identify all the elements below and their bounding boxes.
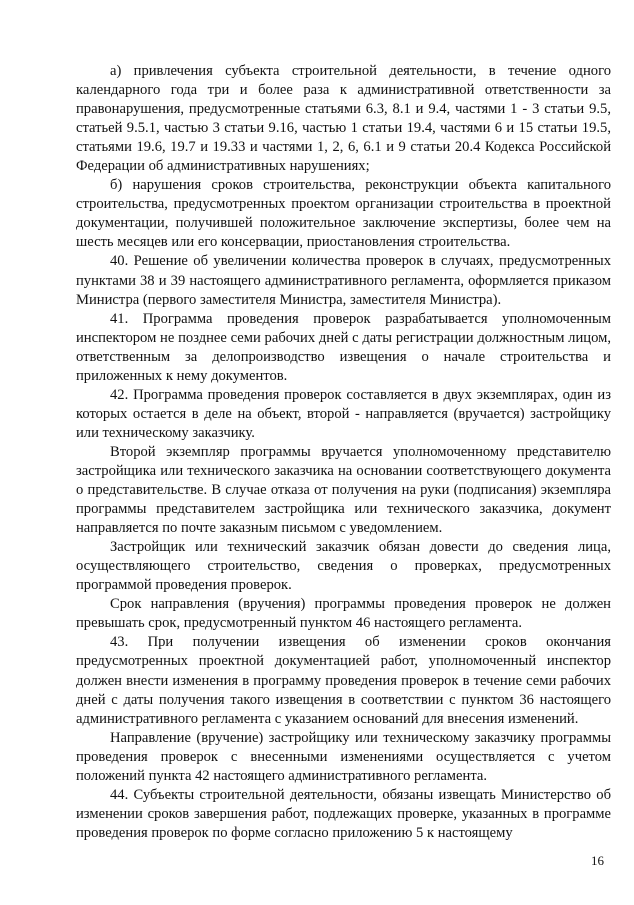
document-page (76, 62, 611, 843)
paragraph-42-second-copy: Второй экземпляр программы вручается уполномоченному представителю застройщика или технического заказчика на основании соответствующего документа о представительстве. В случае отказа от получения на руки (подписания) экземпляра программы представителем застройщика или технического заказчика, документ направляется по почте заказным письмом с уведомлением. (76, 443, 611, 537)
paragraph-b: б) нарушения сроков строительства, реконструкции объекта капитального строительства, предусмотренных проектом организации строительства в проектной документации, получившей положительное заключение экспертизы, более чем на шесть месяцев или его консервации, приостановления строительства. (76, 177, 611, 251)
paragraph-41: 41. Программа проведения проверок разрабатывается уполномоченным инспектором не позднее семи рабочих дней с даты регистрации должностным лицом, ответственным за делопроизводство извещения о начале строительства и приложенных к нему документов. (76, 310, 611, 384)
paragraph-40: 40. Решение об увеличении количества проверок в случаях, предусмотренных пунктами 38 и 39 настоящего административного регламента, оформляется приказом Министра (первого заместителя Министра, заместителя Министра). (76, 253, 611, 308)
paragraph-42-term: Срок направления (вручения) программы проведения проверок не должен превышать срок, предусмотренный пунктом 46 настоящего регламента. (76, 596, 611, 632)
paragraph-44: 44. Субъекты строительной деятельности, обязаны извещать Министерство об изменении сроков завершения работ, подлежащих проверке, указанных в программе проведения проверок по форме согласно приложению 5 к настоящему (76, 786, 611, 841)
paragraph-42-developer-duty: Застройщик или технический заказчик обязан довести до сведения лица, осуществляющего строительство, сведения о проверках, предусмотренных программой проведения проверок. (76, 539, 611, 594)
paragraph-42: 42. Программа проведения проверок составляется в двух экземплярах, один из которых остается в деле на объект, второй - направляется (вручается) застройщику или техническому заказчику. (76, 386, 611, 441)
paragraph-a: а) привлечения субъекта строительной деятельности, в течение одного календарного года три и более раза к административной ответственности за правонарушения, предусмотренные статьями 6.3, 8.1 и 9.4, частями 1 - 3 статьи 9.5, статьей 9.5.1, частью 3 статьи 9.16, частью 1 статьи 19.4, частями 6 и 15 статьи 19.5, статьями 19.6, 19.7 и 19.33 и частями 1, 2, 6, 6.1 и 9 статьи 20.4 Кодекса Российской Федерации об административных нарушениях; (76, 63, 611, 175)
paragraph-43-delivery: Направление (вручение) застройщику или техническому заказчику программы проведения проверок с внесенными изменениями осуществляется с учетом положений пункта 42 настоящего административного регламента. (76, 729, 611, 784)
paragraph-43: 43. При получении извещения об изменении сроков окончания предусмотренных проектной документацией работ, уполномоченный инспектор должен внести изменения в программу проведения проверок в течение семи рабочих дней с даты получения такого извещения в соответствии с пунктом 36 настоящего административного регламента с указанием оснований для внесения изменений. (76, 634, 611, 727)
page-number: 16 (591, 853, 604, 868)
